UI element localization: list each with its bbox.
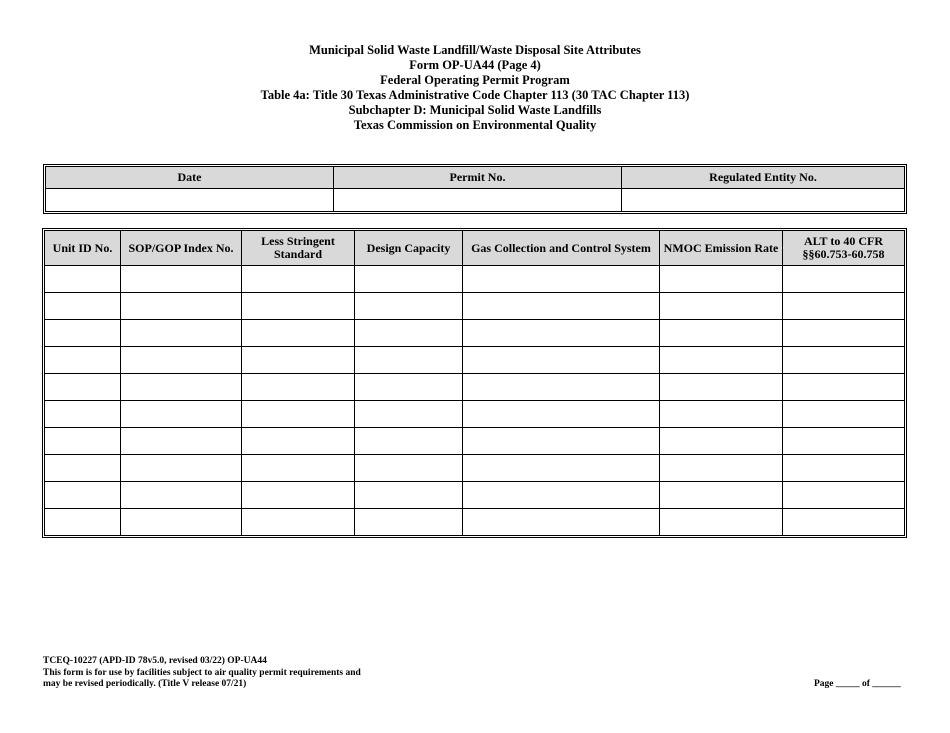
nmoc-emission-cell[interactable] bbox=[660, 401, 783, 428]
gas-collection-cell[interactable] bbox=[463, 266, 660, 293]
table-row bbox=[45, 266, 904, 293]
less-stringent-cell[interactable] bbox=[242, 482, 355, 509]
gas-collection-cell[interactable] bbox=[463, 482, 660, 509]
index-number-header: SOP/GOP Index No. bbox=[121, 231, 242, 266]
alt-cfr-header bbox=[783, 231, 904, 266]
alt-cfr-cell[interactable] bbox=[783, 455, 904, 482]
permit-number-field[interactable] bbox=[334, 189, 622, 211]
gas-collection-cell[interactable] bbox=[463, 509, 660, 535]
index-number-cell[interactable] bbox=[121, 401, 242, 428]
index-number-cell[interactable] bbox=[121, 509, 242, 535]
permit-number-header: Permit No. bbox=[334, 167, 622, 189]
usage-note-2: may be revised periodically. (Title V release 07/21) bbox=[43, 679, 247, 689]
table-title: Table 4a: Title 30 Texas Administrative Code Chapter 113 (30 TAC Chapter 113) bbox=[260, 88, 690, 102]
gas-collection-cell[interactable] bbox=[463, 293, 660, 320]
nmoc-emission-cell[interactable] bbox=[660, 293, 783, 320]
design-capacity-cell[interactable] bbox=[355, 428, 463, 455]
gas-collection-cell[interactable] bbox=[463, 374, 660, 401]
design-capacity-cell[interactable] bbox=[355, 482, 463, 509]
nmoc-emission-cell[interactable] bbox=[660, 428, 783, 455]
less-stringent-cell[interactable] bbox=[242, 428, 355, 455]
index-number-cell[interactable] bbox=[121, 347, 242, 374]
index-number-cell[interactable] bbox=[121, 455, 242, 482]
form-number: Form OP-UA44 (Page 4) bbox=[409, 58, 541, 72]
agency-name: Texas Commission on Environmental Quality bbox=[353, 118, 597, 132]
index-number-cell[interactable] bbox=[121, 266, 242, 293]
unit-id-cell[interactable] bbox=[45, 401, 121, 428]
less-stringent-header-line1: Less Stringent bbox=[261, 234, 335, 248]
less-stringent-cell[interactable] bbox=[242, 347, 355, 374]
design-capacity-cell[interactable] bbox=[355, 401, 463, 428]
unit-id-cell[interactable] bbox=[45, 455, 121, 482]
unit-rows bbox=[45, 266, 904, 535]
alt-cfr-cell[interactable] bbox=[783, 374, 904, 401]
alt-cfr-cell[interactable] bbox=[783, 509, 904, 535]
unit-attributes-table bbox=[42, 228, 907, 538]
regulated-entity-field[interactable] bbox=[622, 189, 904, 211]
index-number-cell[interactable] bbox=[121, 320, 242, 347]
index-number-cell[interactable] bbox=[121, 482, 242, 509]
less-stringent-header bbox=[242, 231, 355, 266]
alt-cfr-cell[interactable] bbox=[783, 320, 904, 347]
less-stringent-header-line2: Standard bbox=[273, 247, 323, 261]
alt-cfr-header-line2: §§60.753-60.758 bbox=[802, 247, 885, 261]
gas-collection-cell[interactable] bbox=[463, 428, 660, 455]
unit-id-cell[interactable] bbox=[45, 266, 121, 293]
date-field[interactable] bbox=[46, 189, 334, 211]
gas-collection-header: Gas Collection and Control System bbox=[463, 231, 660, 266]
less-stringent-cell[interactable] bbox=[242, 293, 355, 320]
form-id: TCEQ-10227 (APD-ID 78v5.0, revised 03/22) OP-UA44 bbox=[43, 656, 267, 666]
form-footer bbox=[43, 656, 361, 691]
nmoc-emission-cell[interactable] bbox=[660, 509, 783, 535]
table-row bbox=[45, 347, 904, 374]
table-row bbox=[45, 320, 904, 347]
nmoc-emission-cell[interactable] bbox=[660, 482, 783, 509]
unit-id-cell[interactable] bbox=[45, 347, 121, 374]
alt-cfr-cell[interactable] bbox=[783, 266, 904, 293]
table-row bbox=[45, 293, 904, 320]
less-stringent-cell[interactable] bbox=[242, 320, 355, 347]
table-row bbox=[45, 509, 904, 535]
alt-cfr-cell[interactable] bbox=[783, 293, 904, 320]
design-capacity-cell[interactable] bbox=[355, 293, 463, 320]
unit-id-header: Unit ID No. bbox=[45, 231, 121, 266]
unit-id-cell[interactable] bbox=[45, 374, 121, 401]
table-row bbox=[45, 455, 904, 482]
info-table bbox=[43, 164, 907, 214]
table-row bbox=[45, 428, 904, 455]
less-stringent-cell[interactable] bbox=[242, 401, 355, 428]
table-row bbox=[45, 401, 904, 428]
table-row bbox=[45, 374, 904, 401]
index-number-cell[interactable] bbox=[121, 428, 242, 455]
nmoc-emission-cell[interactable] bbox=[660, 347, 783, 374]
alt-cfr-header-line1: ALT to 40 CFR bbox=[803, 234, 883, 248]
gas-collection-cell[interactable] bbox=[463, 320, 660, 347]
design-capacity-cell[interactable] bbox=[355, 347, 463, 374]
nmoc-emission-cell[interactable] bbox=[660, 266, 783, 293]
alt-cfr-cell[interactable] bbox=[783, 482, 904, 509]
unit-id-cell[interactable] bbox=[45, 320, 121, 347]
gas-collection-cell[interactable] bbox=[463, 401, 660, 428]
nmoc-emission-cell[interactable] bbox=[660, 374, 783, 401]
unit-id-cell[interactable] bbox=[45, 428, 121, 455]
less-stringent-cell[interactable] bbox=[242, 455, 355, 482]
subchapter-title: Subchapter D: Municipal Solid Waste Landfills bbox=[348, 103, 602, 117]
design-capacity-cell[interactable] bbox=[355, 374, 463, 401]
unit-id-cell[interactable] bbox=[45, 509, 121, 535]
nmoc-emission-cell[interactable] bbox=[660, 455, 783, 482]
alt-cfr-cell[interactable] bbox=[783, 347, 904, 374]
regulated-entity-header: Regulated Entity No. bbox=[622, 167, 904, 189]
nmoc-emission-cell[interactable] bbox=[660, 320, 783, 347]
design-capacity-cell[interactable] bbox=[355, 266, 463, 293]
gas-collection-cell[interactable] bbox=[463, 347, 660, 374]
program-name: Federal Operating Permit Program bbox=[380, 73, 570, 87]
form-title: Municipal Solid Waste Landfill/Waste Disposal Site Attributes bbox=[309, 43, 641, 57]
alt-cfr-cell[interactable] bbox=[783, 401, 904, 428]
nmoc-emission-header: NMOC Emission Rate bbox=[660, 231, 783, 266]
less-stringent-cell[interactable] bbox=[242, 374, 355, 401]
gas-collection-cell[interactable] bbox=[463, 455, 660, 482]
unit-id-cell[interactable] bbox=[45, 482, 121, 509]
less-stringent-cell[interactable] bbox=[242, 266, 355, 293]
unit-id-cell[interactable] bbox=[45, 293, 121, 320]
table-row bbox=[45, 482, 904, 509]
page-number: Page _____ of ______ bbox=[814, 679, 901, 689]
design-capacity-header: Design Capacity bbox=[355, 231, 463, 266]
design-capacity-cell[interactable] bbox=[355, 509, 463, 535]
usage-note-1: This form is for use by facilities subject to air quality permit requirements and bbox=[43, 667, 361, 678]
design-capacity-cell[interactable] bbox=[355, 320, 463, 347]
index-number-cell[interactable] bbox=[121, 293, 242, 320]
form-header bbox=[0, 43, 950, 133]
design-capacity-cell[interactable] bbox=[355, 455, 463, 482]
date-header: Date bbox=[46, 167, 334, 189]
alt-cfr-cell[interactable] bbox=[783, 428, 904, 455]
less-stringent-cell[interactable] bbox=[242, 509, 355, 535]
index-number-cell[interactable] bbox=[121, 374, 242, 401]
